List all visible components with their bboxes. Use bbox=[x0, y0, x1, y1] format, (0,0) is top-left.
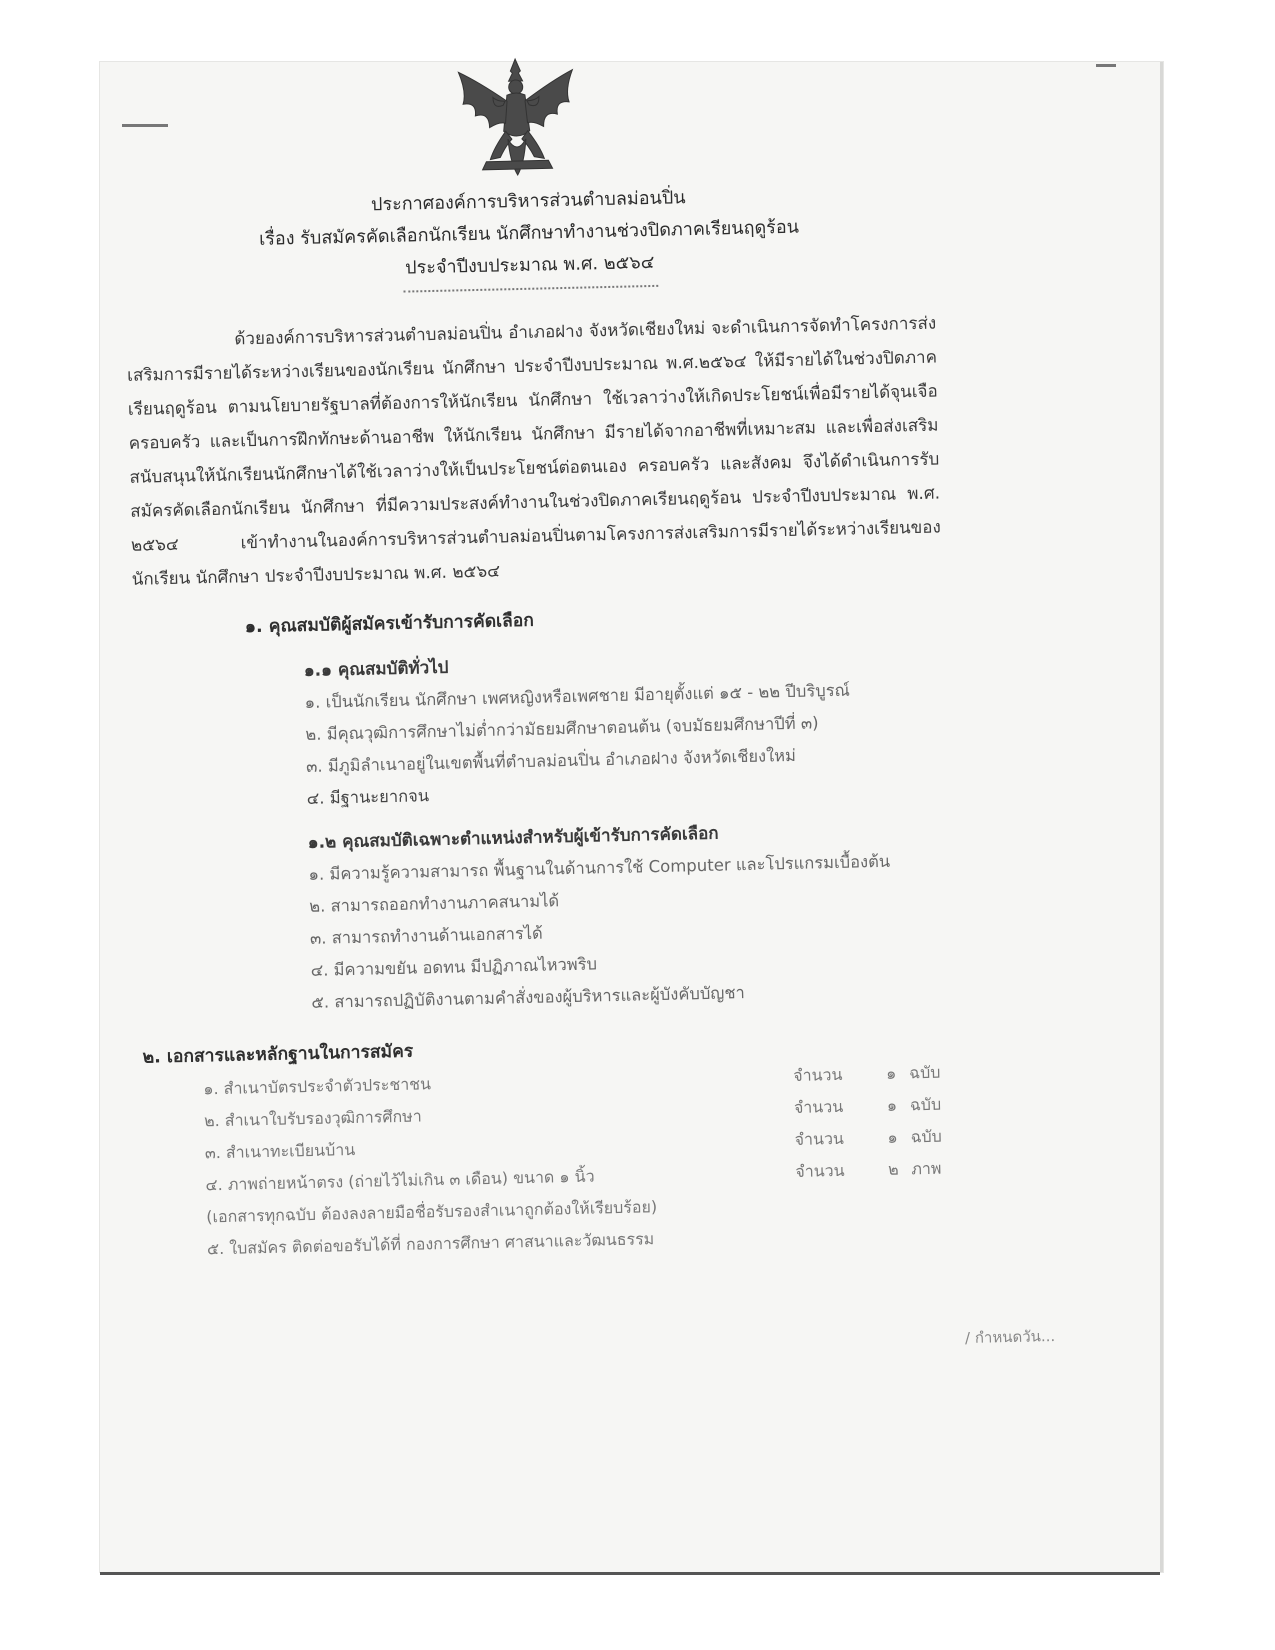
section-1-1-title: ๑.๑ คุณสมบัติทั่วไป bbox=[303, 657, 449, 681]
document-content bbox=[120, 42, 957, 1267]
dotted-divider bbox=[403, 283, 658, 293]
doc-num: ๑ bbox=[885, 1063, 897, 1083]
doc-qty: จำนวน bbox=[792, 1064, 843, 1085]
list-item: ๔. มีฐานะยากจน bbox=[306, 786, 430, 808]
list-item: ๒. มีคุณวุฒิการศึกษาไม่ต่ำกว่ามัธยมศึกษาตอนต้น (จบมัธยมศึกษาปีที่ ๓) bbox=[305, 713, 819, 744]
section-1-title: ๑. คุณสมบัติผู้สมัครเข้ารับการคัดเลือก bbox=[244, 610, 535, 638]
doc-label: ๔. ภาพถ่ายหน้าตรง (ถ่ายไว้ไม่เกิน ๓ เดือน) ขนาด ๑ นิ้ว bbox=[205, 1166, 595, 1195]
section-1-2-title: ๑.๒ คุณสมบัติเฉพาะตำแหน่งสำหรับผู้เข้ารับการคัดเลือก bbox=[307, 823, 719, 853]
doc-qty: จำนวน bbox=[794, 1128, 845, 1149]
announcement-heading bbox=[123, 177, 935, 291]
intro-text: ด้วยองค์การบริหารส่วนตำบลม่อนปิ่น อำเภอฝาง จังหวัดเชียงใหม่ จะดำเนินการจัดทำโครงการส่งเสริมการมีรายได้ระหว่างเรียนของนักเรียน นักศึกษา ประจำปีงบประมาณ พ.ศ.๒๕๖๔ ให้มีรายได้ในช่วงปิดภาคเรียนฤดูร้อน ตามนโยบายรัฐบาลที่ต้องการให้นักเรียน นักศึกษา ใช้เวลาว่างให้เกิดประโยชน์เพื่อมีรายได้จุนเจือครอบครัว และเป็นการฝึกทักษะด้านอาชีพ ให้นักเรียน นักศึกษา มีรายได้จากอาชีพที่เหมาะสม และเพื่อส่งเสริมสนับสนุนให้นักเรียนนักศึกษาได้ใช้เวลาว่างให้เป็นประโยชน์ต่อตนเอง ครอบครัว และสังคม จึงได้ดำเนินการรับสมัครคัดเลือกนักเรียน นักศึกษา ที่มีความประสงค์ทำงานในช่วงปิดภาคเรียนฤดูร้อน ประจำปีงบประมาณ พ.ศ. ๒๕๖๔ เข้าทำงานในองค์การบริหารส่วนตำบลม่อนปิ่นตามโครงการส่งเสริมการมีรายได้ระหว่างเรียนของนักเรียน นักศึกษา ประจำปีงบประมาณ พ.ศ. ๒๕๖๔ bbox=[126, 313, 942, 590]
list-item: ๓. มีภูมิลำเนาอยู่ในเขตพื้นที่ตำบลม่อนปิ่น อำเภอฝาง จังหวัดเชียงใหม่ bbox=[305, 745, 797, 776]
doc-unit: ภาพ bbox=[911, 1158, 942, 1179]
doc-unit: ฉบับ bbox=[908, 1062, 941, 1083]
scan-mark-right bbox=[1096, 64, 1116, 67]
intro-paragraph bbox=[126, 307, 942, 597]
doc-qty: จำนวน bbox=[793, 1096, 844, 1117]
heading-line-2: เรื่อง รับสมัครคัดเลือกนักเรียน นักศึกษาทำงานช่วงปิดภาคเรียนฤดูร้อน bbox=[258, 216, 800, 250]
doc-qty: จำนวน bbox=[795, 1160, 845, 1181]
list-item: ๑. มีความรู้ความสามารถ พื้นฐานในด้านการใช้ Computer และโปรแกรมเบื้องต้น bbox=[308, 851, 891, 884]
continued-marker: / กำหนดวัน... bbox=[964, 1326, 1056, 1348]
doc-label: ๓. สำเนาทะเบียนบ้าน bbox=[204, 1139, 356, 1163]
doc-unit: ฉบับ bbox=[910, 1126, 943, 1147]
doc-label: ๑. สำเนาบัตรประจำตัวประชาชน bbox=[203, 1074, 432, 1099]
doc-num: ๒ bbox=[887, 1159, 899, 1179]
list-item: ๕. สามารถปฏิบัติงานตามคำสั่งของผู้บริหารและผู้บังคับบัญชา bbox=[311, 983, 746, 1012]
list-item: ๓. สามารถทำงานด้านเอกสารได้ bbox=[309, 923, 543, 948]
list-item: ๔. มีความขยัน อดทน มีปฏิภาณไหวพริบ bbox=[310, 954, 598, 980]
heading-line-1: ประกาศองค์การบริหารส่วนตำบลม่อนปิ่น bbox=[370, 187, 686, 216]
page-edge bbox=[100, 1572, 1160, 1575]
application-form-note: ๕. ใบสมัคร ติดต่อขอรับได้ที่ กองการศึกษา ศาสนาและวัฒนธรรม bbox=[206, 1229, 655, 1259]
list-item: ๒. สามารถออกทำงานภาคสนามได้ bbox=[309, 891, 560, 916]
garuda-emblem-icon bbox=[447, 50, 585, 188]
doc-unit: ฉบับ bbox=[909, 1094, 942, 1115]
doc-num: ๑ bbox=[887, 1127, 898, 1147]
doc-num: ๑ bbox=[886, 1095, 898, 1115]
documents-note: (เอกสารทุกฉบับ ต้องลงลายมือชื่อรับรองสำเนาถูกต้องให้เรียบร้อย) bbox=[206, 1197, 658, 1227]
list-item: ๑. เป็นนักเรียน นักศึกษา เพศหญิงหรือเพศชาย มีอายุตั้งแต่ ๑๕ - ๒๒ ปีบริบูรณ์ bbox=[304, 680, 851, 712]
doc-label: ๒. สำเนาใบรับรองวุฒิการศึกษา bbox=[203, 1106, 422, 1131]
section-2-title: ๒. เอกสารและหลักฐานในการสมัคร bbox=[142, 1041, 414, 1068]
heading-line-3: ประจำปีงบประมาณ พ.ศ. ๒๕๖๔ bbox=[404, 251, 655, 279]
